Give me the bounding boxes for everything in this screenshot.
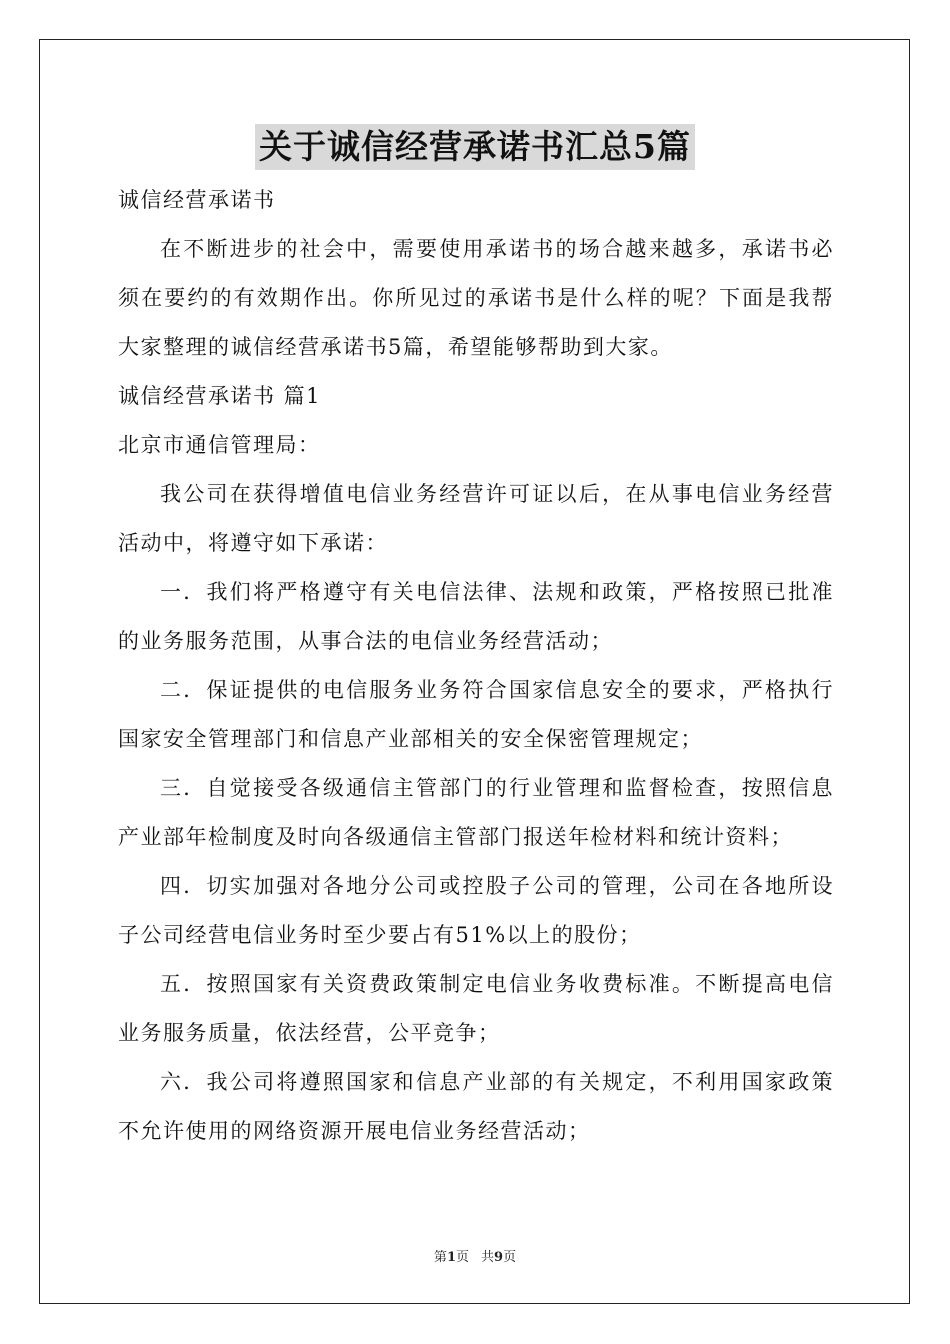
title-container	[0, 124, 950, 170]
commitment-item: 一．我们将严格遵守有关电信法律、法规和政策，严格按照已批准的业务服务范围，从事合法的电信业务经营活动；	[118, 580, 834, 653]
section-heading: 诚信经营承诺书	[118, 188, 276, 212]
total-suffix: 页	[503, 1250, 517, 1265]
commitment-item: 四．切实加强对各地分公司或控股子公司的管理，公司在各地所设子公司经营电信业务时至少要占有51%以上的股份；	[118, 874, 834, 947]
page-prefix: 第	[433, 1250, 447, 1265]
page-number: 1	[446, 1250, 456, 1265]
page-suffix: 页	[455, 1250, 469, 1265]
page-footer	[0, 1246, 950, 1265]
commitment-item: 三．自觉接受各级通信主管部门的行业管理和监督检查，按照信息产业部年检制度及时向各级通信主管部门报送年检材料和统计资料；	[118, 776, 834, 849]
addressee: 北京市通信管理局：	[118, 433, 321, 457]
commitment-item: 二．保证提供的电信服务业务符合国家信息安全的要求，严格执行国家安全管理部门和信息产业部相关的安全保密管理规定；	[118, 678, 834, 751]
section-heading: 诚信经营承诺书 篇1	[118, 384, 322, 408]
total-pages: 9	[494, 1250, 504, 1265]
commitment-item: 六．我公司将遵照国家和信息产业部的有关规定，不利用国家政策不允许使用的网络资源开展电信业务经营活动；	[118, 1070, 834, 1143]
body-paragraph: 我公司在获得增值电信业务经营许可证以后，在从事电信业务经营活动中，将遵守如下承诺：	[118, 482, 834, 555]
commitment-item: 五．按照国家有关资费政策制定电信业务收费标准。不断提高电信业务服务质量，依法经营，公平竞争；	[118, 972, 834, 1045]
document-body	[118, 176, 834, 1156]
total-prefix: 共	[481, 1250, 495, 1265]
intro-paragraph: 在不断进步的社会中，需要使用承诺书的场合越来越多，承诺书必须在要约的有效期作出。你所见过的承诺书是什么样的呢？下面是我帮大家整理的诚信经营承诺书5篇，希望能够帮助到大家。	[118, 237, 834, 359]
document-title: 关于诚信经营承诺书汇总5篇	[255, 124, 695, 170]
